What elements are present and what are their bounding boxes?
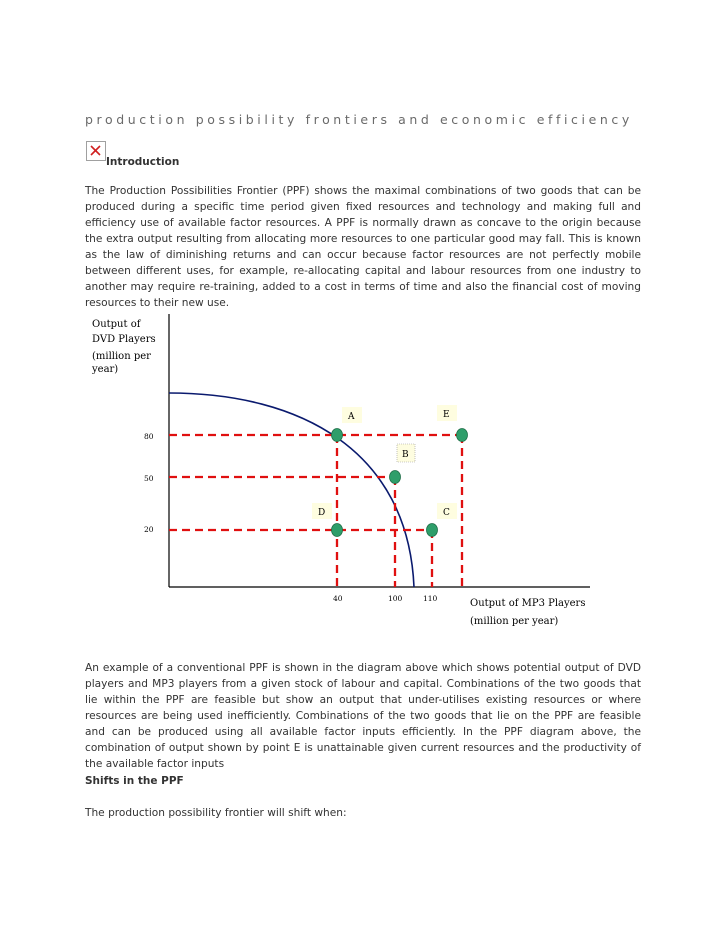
y-label-line: (million per [92,351,151,362]
y-label-line: year) [92,364,119,375]
ppf-curve [169,393,414,587]
point-label-a: A [348,412,355,422]
shifts-heading: Shifts in the PPF [85,775,184,787]
y-label-line: DVD Players [92,334,156,345]
x-tick-label: 40 [333,594,343,603]
introduction-heading: Introduction [106,156,180,168]
point-c [427,524,438,537]
x-tick-label: 100 [388,594,403,603]
point-e [457,429,468,442]
x-label-line: (million per year) [470,616,559,627]
point-label-c: C [443,508,450,518]
y-label-line: Output of [92,319,141,330]
x-axis-label [470,598,589,627]
point-label-d: D [318,508,326,518]
y-tick-label: 80 [144,432,154,441]
y-tick-label: 20 [144,525,154,534]
x-label-line: Output of MP3 Players [470,598,586,609]
example-paragraph: An example of a conventional PPF is shown in the diagram above which shows potential output of DVD players and MP3 players from a given stock of labour and capital. Combinations of the two goods that lie within the PPF are feasible but show an output that under-utilises existing resources or where resources are being used inefficiently. Combinations of the two goods that lie on the PPF are feasible and can be produced using all available factor inputs efficiently. In the PPF diagram above, the combination of output shown by point E is unattainable given current resources and the productivity of the available factor inputs [85,662,641,770]
page-title: production possibility frontiers and economic efficiency [85,112,633,127]
shifts-paragraph: The production possibility frontier will shift when: [85,807,347,819]
point-d [332,524,343,537]
point-label-b: B [402,450,409,460]
point-b [390,471,401,484]
point-a [332,429,343,442]
y-tick-label: 50 [144,474,154,483]
y-axis-label [91,319,159,375]
intro-paragraph: The Production Possibilities Frontier (PPF) shows the maximal combinations of two goods that can be produced during a specific time period given fixed resources and technology and making full and efficiency use of available factor resources. A PPF is normally drawn as concave to the origin because the extra output resulting from allocating more resources to one particular good may fall. This is known as the law of diminishing returns and can occur because factor resources are not perfectly mobile between different uses, for example, re-allocating capital and labour resources from one industry to another may require re-training, added to a cost in terms of time and also the financial cost of moving resources to their new use. [85,185,641,309]
x-tick-label: 110 [423,594,438,603]
point-label-e: E [443,410,450,420]
